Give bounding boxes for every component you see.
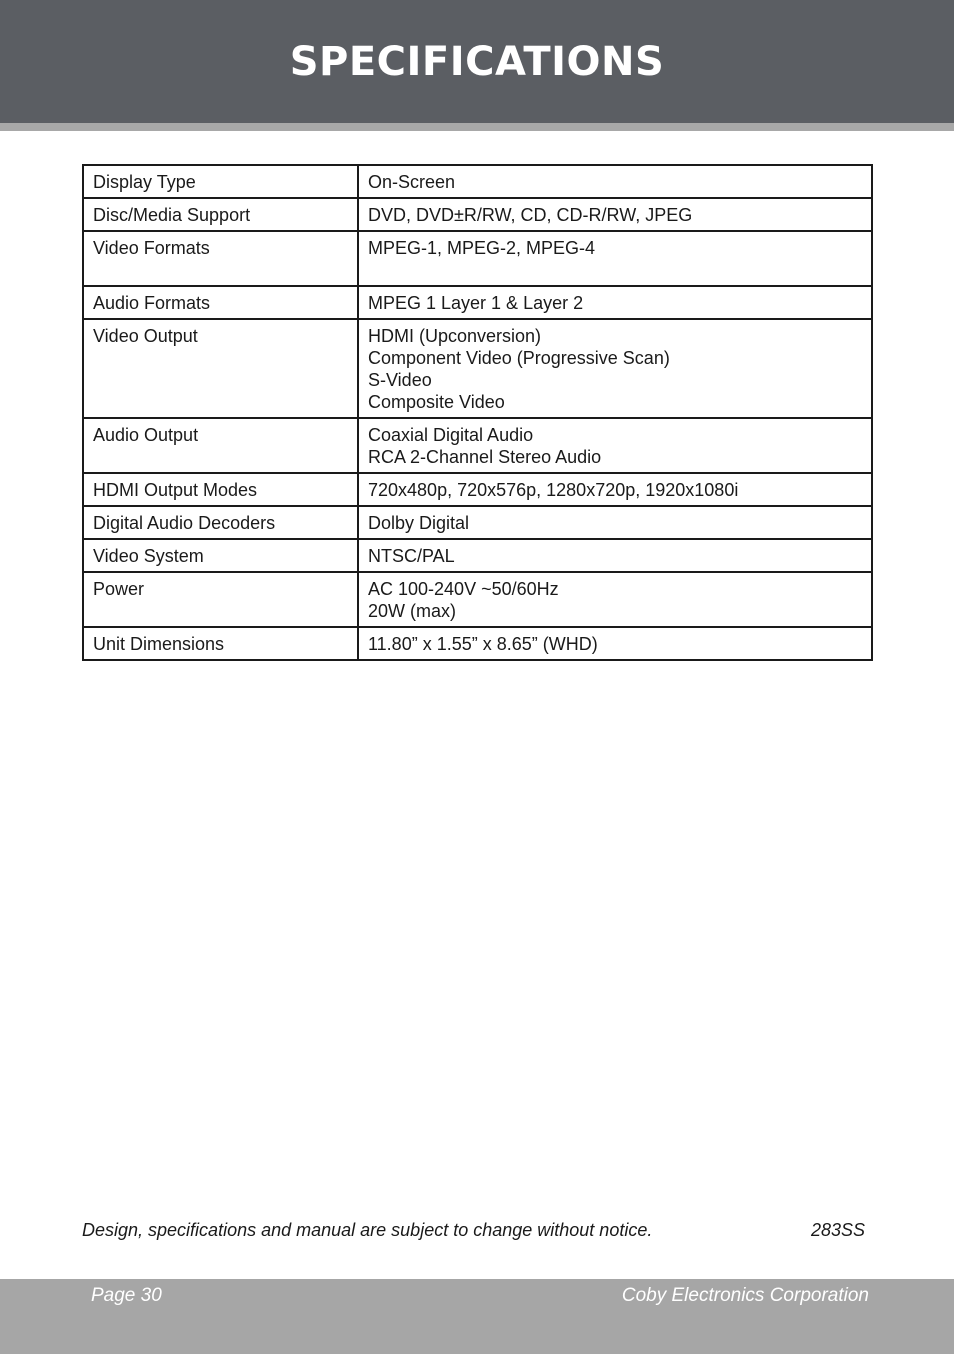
spec-value	[358, 231, 872, 286]
page-number: Page 30	[91, 1285, 162, 1306]
spec-value-line: MPEG-1, MPEG-2, MPEG-4	[368, 238, 596, 258]
spec-value	[358, 506, 872, 539]
table-row	[83, 319, 872, 418]
spec-value-line: S-Video	[368, 370, 432, 390]
spec-value-line: On-Screen	[368, 172, 456, 192]
table-row	[83, 418, 872, 473]
spec-value	[358, 286, 872, 319]
specifications-table	[82, 164, 873, 661]
spec-value-line: HDMI (Upconversion)	[368, 326, 542, 346]
model-number: 283SS	[811, 1220, 866, 1240]
spec-label: Audio Formats	[83, 286, 358, 319]
table-row	[83, 627, 872, 660]
spec-label: Unit Dimensions	[83, 627, 358, 660]
spec-label: Video Formats	[83, 231, 358, 286]
spec-label: Disc/Media Support	[83, 198, 358, 231]
spec-value-line: AC 100-240V ~50/60Hz	[368, 579, 559, 599]
spec-value	[358, 319, 872, 418]
spec-label: Digital Audio Decoders	[83, 506, 358, 539]
spec-value	[358, 473, 872, 506]
table-row	[83, 473, 872, 506]
spec-value	[358, 627, 872, 660]
table-row	[83, 198, 872, 231]
spec-label: Video System	[83, 539, 358, 572]
spec-value-line: DVD, DVD±R/RW, CD, CD-R/RW, JPEG	[368, 205, 693, 225]
spec-value	[358, 572, 872, 627]
table-row	[83, 572, 872, 627]
spec-label: Display Type	[83, 165, 358, 198]
spec-label: HDMI Output Modes	[83, 473, 358, 506]
spec-value-line: 11.80” x 1.55” x 8.65” (WHD)	[368, 634, 598, 654]
spec-value-line: Dolby Digital	[368, 513, 470, 533]
table-row	[83, 231, 872, 286]
spec-value-line: Composite Video	[368, 392, 505, 412]
spec-value-line: 720x480p, 720x576p, 1280x720p, 1920x1080i	[368, 480, 739, 500]
spec-value	[358, 198, 872, 231]
table-row	[83, 165, 872, 198]
spec-value-line: Component Video (Progressive Scan)	[368, 348, 670, 368]
table-row	[83, 286, 872, 319]
spec-value-line: 20W (max)	[368, 601, 457, 621]
header-stripe	[0, 123, 954, 131]
page-title: SPECIFICATIONS	[289, 39, 665, 85]
table-row	[83, 539, 872, 572]
change-notice: Design, specifications and manual are subject to change without notice.	[82, 1220, 653, 1240]
spec-value-line: NTSC/PAL	[368, 546, 455, 566]
spec-value	[358, 165, 872, 198]
spec-value-line: RCA 2-Channel Stereo Audio	[368, 447, 602, 467]
table-row	[83, 506, 872, 539]
company-name: Coby Electronics Corporation	[621, 1285, 869, 1306]
spec-label: Video Output	[83, 319, 358, 418]
spec-value	[358, 418, 872, 473]
spec-value	[358, 539, 872, 572]
spec-value-line: MPEG 1 Layer 1 & Layer 2	[368, 293, 584, 313]
spec-label: Audio Output	[83, 418, 358, 473]
spec-value-line: Coaxial Digital Audio	[368, 425, 534, 445]
spec-label: Power	[83, 572, 358, 627]
